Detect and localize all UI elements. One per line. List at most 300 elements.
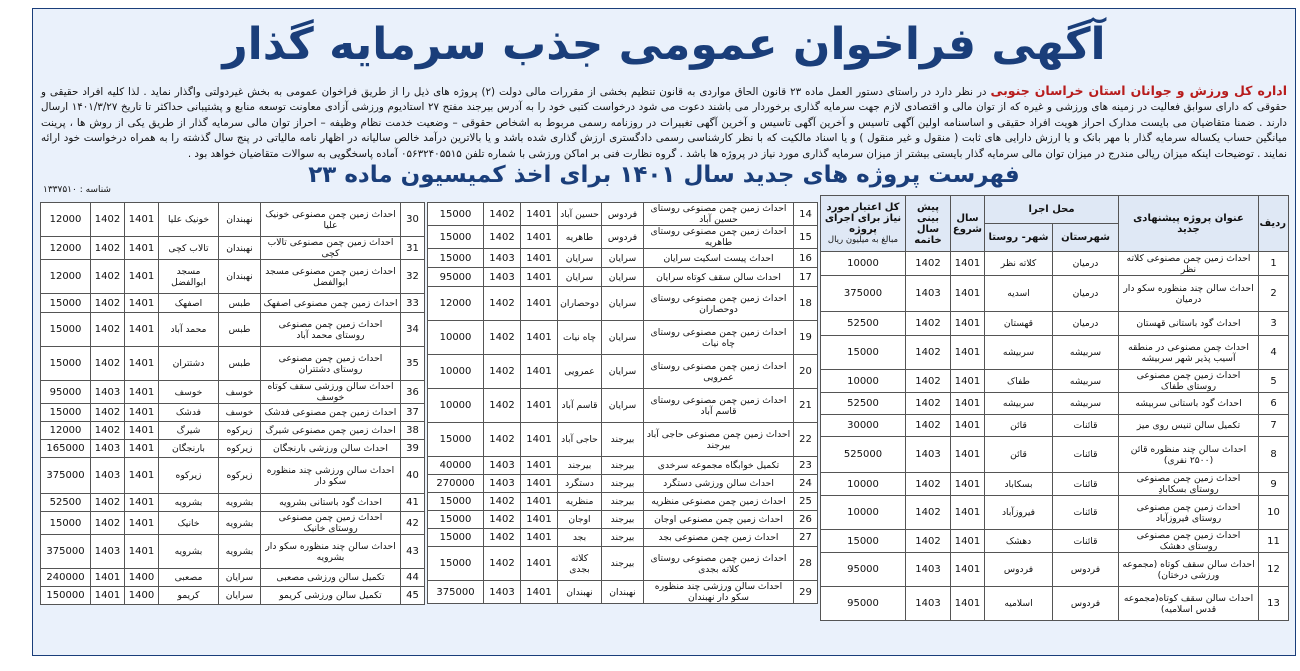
credit-cell: 15000 bbox=[428, 203, 484, 226]
header-county: شهرستان bbox=[1053, 224, 1119, 252]
project-title-cell: احداث سالن ورزشی چند منظوره سکو دار bbox=[261, 458, 401, 494]
project-title-cell: احداث زمین چمن مصنوعی روستای فیروزآباد bbox=[1119, 496, 1259, 530]
start-year-cell: 1401 bbox=[125, 347, 159, 381]
header-location: محل اجرا bbox=[985, 196, 1119, 224]
city-cell: محمد آباد bbox=[159, 313, 219, 347]
row-number-cell: 20 bbox=[794, 355, 818, 389]
city-cell: دهشک bbox=[985, 530, 1053, 553]
county-cell: بیرجند bbox=[602, 457, 644, 475]
table-row bbox=[428, 203, 818, 226]
project-title-cell: احداث سالن ورزشی بارنجگان bbox=[261, 440, 401, 458]
credit-cell: 525000 bbox=[821, 437, 906, 473]
city-cell: بشرویه bbox=[159, 494, 219, 512]
county-cell: خوسف bbox=[219, 381, 261, 404]
row-number-cell: 13 bbox=[1259, 587, 1289, 621]
credit-cell: 15000 bbox=[428, 493, 484, 511]
start-year-cell: 1401 bbox=[521, 226, 558, 249]
county-cell: زیرکوه bbox=[219, 458, 261, 494]
county-cell: سرایان bbox=[602, 321, 644, 355]
project-title-cell: احداث سالن ورزشی دستگرد bbox=[644, 475, 794, 493]
credit-cell: 12000 bbox=[41, 237, 91, 260]
table-row bbox=[821, 553, 1289, 587]
header-city: شهر- روستا bbox=[985, 224, 1053, 252]
start-year-cell: 1401 bbox=[125, 203, 159, 237]
end-year-cell: 1402 bbox=[91, 294, 125, 313]
table-row bbox=[428, 493, 818, 511]
county-cell: فردوس bbox=[602, 203, 644, 226]
row-number-cell: 10 bbox=[1259, 496, 1289, 530]
credit-cell: 375000 bbox=[821, 276, 906, 312]
project-title-cell: احداث سالن سقف کوتاه سرایان bbox=[644, 268, 794, 287]
row-number-cell: 18 bbox=[794, 287, 818, 321]
table-row bbox=[821, 496, 1289, 530]
table-row bbox=[41, 404, 425, 422]
header-credit-unit: مبالغ به میلیون ریال bbox=[827, 234, 899, 245]
credit-cell: 15000 bbox=[821, 530, 906, 553]
end-year-cell: 1402 bbox=[91, 512, 125, 535]
row-number-cell: 30 bbox=[401, 203, 425, 237]
projects-table-middle bbox=[427, 202, 818, 604]
row-number-cell: 26 bbox=[794, 511, 818, 529]
project-title-cell: احداث سالن سقف کوتاه(مجموعه قدس اسلامیه) bbox=[1119, 587, 1259, 621]
county-cell: فردوس bbox=[1053, 553, 1119, 587]
credit-cell: 52500 bbox=[821, 393, 906, 415]
credit-cell: 375000 bbox=[41, 535, 91, 569]
county-cell: سربیشه bbox=[1053, 370, 1119, 393]
end-year-cell: 1402 bbox=[484, 355, 521, 389]
credit-cell: 12000 bbox=[41, 260, 91, 294]
row-number-cell: 24 bbox=[794, 475, 818, 493]
credit-cell: 15000 bbox=[41, 347, 91, 381]
project-title-cell: احداث سالن ورزشی سقف کوتاه خوسف bbox=[261, 381, 401, 404]
credit-cell: 15000 bbox=[428, 226, 484, 249]
project-title-cell: احداث زمین چمن مصنوعی روستای حسین آباد bbox=[644, 203, 794, 226]
credit-cell: 15000 bbox=[428, 249, 484, 268]
row-number-cell: 32 bbox=[401, 260, 425, 294]
project-title-cell: تکمیل خوابگاه مجموعه سرخدی bbox=[644, 457, 794, 475]
project-title-cell: احداث زمین چمن مصنوعی روستای قاسم آباد bbox=[644, 389, 794, 423]
table-row bbox=[428, 226, 818, 249]
project-title-cell: احداث زمین چمن مصنوعی روستای عمرویی bbox=[644, 355, 794, 389]
table-row bbox=[428, 389, 818, 423]
credit-cell: 52500 bbox=[821, 312, 906, 336]
end-year-cell: 1403 bbox=[484, 249, 521, 268]
city-cell: اسلامیه bbox=[985, 587, 1053, 621]
end-year-cell: 1402 bbox=[906, 393, 951, 415]
credit-cell: 10000 bbox=[428, 355, 484, 389]
table-row bbox=[428, 475, 818, 493]
end-year-cell: 1403 bbox=[906, 437, 951, 473]
credit-cell: 15000 bbox=[41, 512, 91, 535]
city-cell: خونیک علیا bbox=[159, 203, 219, 237]
project-title-cell: احداث زمین چمن مصنوعی روستای بسکابادِ bbox=[1119, 473, 1259, 496]
start-year-cell: 1401 bbox=[521, 581, 558, 604]
end-year-cell: 1403 bbox=[91, 440, 125, 458]
table-row bbox=[821, 252, 1289, 276]
end-year-cell: 1402 bbox=[906, 415, 951, 437]
city-cell: دستگرد bbox=[558, 475, 602, 493]
end-year-cell: 1403 bbox=[906, 553, 951, 587]
start-year-cell: 1400 bbox=[125, 569, 159, 587]
end-year-cell: 1402 bbox=[484, 423, 521, 457]
county-cell: سرایان bbox=[219, 587, 261, 605]
end-year-cell: 1402 bbox=[484, 226, 521, 249]
credit-cell: 12000 bbox=[41, 422, 91, 440]
city-cell: اوجان bbox=[558, 511, 602, 529]
city-cell: قائن bbox=[985, 437, 1053, 473]
table-row bbox=[428, 321, 818, 355]
row-number-cell: 17 bbox=[794, 268, 818, 287]
start-year-cell: 1401 bbox=[951, 587, 985, 621]
city-cell: طفاک bbox=[985, 370, 1053, 393]
city-cell: قهستان bbox=[985, 312, 1053, 336]
county-cell: بیرجند bbox=[602, 423, 644, 457]
row-number-cell: 41 bbox=[401, 494, 425, 512]
city-cell: بیرجند bbox=[558, 457, 602, 475]
county-cell: سرایان bbox=[602, 268, 644, 287]
credit-cell: 15000 bbox=[428, 511, 484, 529]
city-cell: بسکاباد bbox=[985, 473, 1053, 496]
project-title-cell: احداث زمین چمن مصنوعی روستای طاهریه bbox=[644, 226, 794, 249]
county-cell: بیرجند bbox=[602, 493, 644, 511]
header-credit bbox=[821, 196, 906, 252]
start-year-cell: 1401 bbox=[521, 547, 558, 581]
header-credit-label: کل اعتبار مورد نیاز برای اجرای پروژه bbox=[824, 201, 902, 235]
end-year-cell: 1402 bbox=[91, 404, 125, 422]
start-year-cell: 1401 bbox=[125, 381, 159, 404]
table-row bbox=[41, 294, 425, 313]
city-cell: فردوس bbox=[985, 553, 1053, 587]
project-title-cell: احداث زمین چمن مصنوعی روستای چاه نیات bbox=[644, 321, 794, 355]
project-title-cell: احداث زمین چمن مصنوعی روستای دوحصاران bbox=[644, 287, 794, 321]
project-title-cell: احداث سالن سقف کوتاه (مجموعه ورزشی درختان) bbox=[1119, 553, 1259, 587]
city-cell: سرایان bbox=[558, 268, 602, 287]
county-cell: فردوس bbox=[602, 226, 644, 249]
table-row bbox=[821, 437, 1289, 473]
start-year-cell: 1401 bbox=[951, 276, 985, 312]
city-cell: خانیک bbox=[159, 512, 219, 535]
table-row bbox=[428, 268, 818, 287]
credit-cell: 40000 bbox=[428, 457, 484, 475]
project-title-cell: احداث زمین چمن مصنوعی اوجان bbox=[644, 511, 794, 529]
row-number-cell: 39 bbox=[401, 440, 425, 458]
ad-id: شناسه : ۱۳۳۷۵۱۰ bbox=[43, 185, 111, 195]
row-number-cell: 45 bbox=[401, 587, 425, 605]
county-cell: نهبندان bbox=[602, 581, 644, 604]
city-cell: بجد bbox=[558, 529, 602, 547]
county-cell: قائنات bbox=[1053, 530, 1119, 553]
city-cell: فیروزآباد bbox=[985, 496, 1053, 530]
start-year-cell: 1401 bbox=[951, 473, 985, 496]
end-year-cell: 1402 bbox=[91, 422, 125, 440]
start-year-cell: 1401 bbox=[125, 440, 159, 458]
project-title-cell: احداث پیست اسکیت سرایان bbox=[644, 249, 794, 268]
row-number-cell: 8 bbox=[1259, 437, 1289, 473]
project-title-cell: احداث چمن مصنوعی در منطقه آسیب پذیر شهر سربیشه bbox=[1119, 336, 1259, 370]
table-row bbox=[41, 569, 425, 587]
start-year-cell: 1401 bbox=[125, 458, 159, 494]
table-row bbox=[821, 473, 1289, 496]
end-year-cell: 1403 bbox=[91, 535, 125, 569]
county-cell: نهبندان bbox=[219, 203, 261, 237]
end-year-cell: 1401 bbox=[91, 569, 125, 587]
city-cell: حسین آباد bbox=[558, 203, 602, 226]
end-year-cell: 1402 bbox=[906, 473, 951, 496]
end-year-cell: 1402 bbox=[484, 529, 521, 547]
row-number-cell: 7 bbox=[1259, 415, 1289, 437]
row-number-cell: 5 bbox=[1259, 370, 1289, 393]
ad-title: آگهی فراخوان عمومی جذب سرمایه گذار bbox=[222, 19, 1106, 70]
project-title-cell: تکمیل سالن تنیس روی میز bbox=[1119, 415, 1259, 437]
row-number-cell: 16 bbox=[794, 249, 818, 268]
project-title-cell: احداث زمین چمن مصنوعی حاجی آباد بیرجند bbox=[644, 423, 794, 457]
table-row bbox=[41, 203, 425, 237]
credit-cell: 375000 bbox=[41, 458, 91, 494]
start-year-cell: 1401 bbox=[521, 268, 558, 287]
credit-cell: 15000 bbox=[428, 529, 484, 547]
end-year-cell: 1402 bbox=[484, 493, 521, 511]
project-title-cell: احداث زمین چمن مصنوعی روستای دشتتران bbox=[261, 347, 401, 381]
project-title-cell: تکمیل سالن ورزشی مصعبی bbox=[261, 569, 401, 587]
row-number-cell: 19 bbox=[794, 321, 818, 355]
table-row bbox=[41, 440, 425, 458]
header-end-year: پیش بینی سال خاتمه bbox=[906, 196, 951, 252]
start-year-cell: 1401 bbox=[521, 355, 558, 389]
end-year-cell: 1402 bbox=[91, 313, 125, 347]
end-year-cell: 1403 bbox=[484, 457, 521, 475]
start-year-cell: 1401 bbox=[521, 203, 558, 226]
table-row bbox=[428, 511, 818, 529]
row-number-cell: 27 bbox=[794, 529, 818, 547]
county-cell: فردوس bbox=[1053, 587, 1119, 621]
county-cell: سرایان bbox=[602, 355, 644, 389]
table-row bbox=[41, 458, 425, 494]
project-title-cell: احداث زمین چمن مصنوعی بجد bbox=[644, 529, 794, 547]
credit-cell: 15000 bbox=[41, 404, 91, 422]
county-cell: قائنات bbox=[1053, 496, 1119, 530]
row-number-cell: 31 bbox=[401, 237, 425, 260]
end-year-cell: 1402 bbox=[484, 321, 521, 355]
credit-cell: 52500 bbox=[41, 494, 91, 512]
county-cell: نهبندان bbox=[219, 237, 261, 260]
start-year-cell: 1401 bbox=[521, 457, 558, 475]
table-row bbox=[821, 393, 1289, 415]
end-year-cell: 1403 bbox=[91, 458, 125, 494]
city-cell: فدشک bbox=[159, 404, 219, 422]
table-row bbox=[41, 422, 425, 440]
start-year-cell: 1401 bbox=[125, 422, 159, 440]
row-number-cell: 37 bbox=[401, 404, 425, 422]
city-cell: سرایان bbox=[558, 249, 602, 268]
start-year-cell: 1401 bbox=[521, 389, 558, 423]
row-number-cell: 15 bbox=[794, 226, 818, 249]
row-number-cell: 38 bbox=[401, 422, 425, 440]
city-cell: مصعبی bbox=[159, 569, 219, 587]
project-title-cell: احداث زمین چمن مصنوعی روستای محمد آباد bbox=[261, 313, 401, 347]
city-cell: خوسف bbox=[159, 381, 219, 404]
project-title-cell: احداث گود باستانی سربیشه bbox=[1119, 393, 1259, 415]
end-year-cell: 1402 bbox=[906, 370, 951, 393]
start-year-cell: 1401 bbox=[125, 535, 159, 569]
row-number-cell: 9 bbox=[1259, 473, 1289, 496]
start-year-cell: 1401 bbox=[521, 287, 558, 321]
county-cell: بشرویه bbox=[219, 512, 261, 535]
table-row bbox=[41, 313, 425, 347]
table-row bbox=[41, 587, 425, 605]
table-row bbox=[821, 415, 1289, 437]
project-title-cell: احداث زمین چمن مصنوعی اصفهک bbox=[261, 294, 401, 313]
credit-cell: 15000 bbox=[821, 336, 906, 370]
city-cell: اسدیه bbox=[985, 276, 1053, 312]
credit-cell: 375000 bbox=[428, 581, 484, 604]
county-cell: درمیان bbox=[1053, 252, 1119, 276]
start-year-cell: 1400 bbox=[125, 587, 159, 605]
credit-cell: 30000 bbox=[821, 415, 906, 437]
start-year-cell: 1401 bbox=[521, 511, 558, 529]
end-year-cell: 1402 bbox=[484, 511, 521, 529]
end-year-cell: 1402 bbox=[484, 547, 521, 581]
city-cell: سربیشه bbox=[985, 336, 1053, 370]
end-year-cell: 1402 bbox=[906, 252, 951, 276]
county-cell: سرایان bbox=[219, 569, 261, 587]
projects-table-main bbox=[820, 195, 1289, 621]
project-title-cell: تکمیل سالن ورزشی کریمو bbox=[261, 587, 401, 605]
city-cell: سربیشه bbox=[985, 393, 1053, 415]
table-row bbox=[821, 587, 1289, 621]
start-year-cell: 1401 bbox=[951, 530, 985, 553]
start-year-cell: 1401 bbox=[951, 393, 985, 415]
table-row bbox=[821, 530, 1289, 553]
table-row bbox=[821, 312, 1289, 336]
credit-cell: 165000 bbox=[41, 440, 91, 458]
city-cell: کلاته بجدی bbox=[558, 547, 602, 581]
end-year-cell: 1402 bbox=[484, 287, 521, 321]
project-title-cell: احداث زمین چمن مصنوعی روستای خانیک bbox=[261, 512, 401, 535]
city-cell: بارنجگان bbox=[159, 440, 219, 458]
row-number-cell: 42 bbox=[401, 512, 425, 535]
start-year-cell: 1401 bbox=[951, 252, 985, 276]
county-cell: طبس bbox=[219, 347, 261, 381]
county-cell: سرایان bbox=[602, 287, 644, 321]
credit-cell: 10000 bbox=[821, 496, 906, 530]
county-cell: بیرجند bbox=[602, 547, 644, 581]
project-title-cell: احداث گود باستانی قهستان bbox=[1119, 312, 1259, 336]
end-year-cell: 1401 bbox=[91, 587, 125, 605]
row-number-cell: 43 bbox=[401, 535, 425, 569]
row-number-cell: 35 bbox=[401, 347, 425, 381]
city-cell: دشتتران bbox=[159, 347, 219, 381]
city-cell: طاهریه bbox=[558, 226, 602, 249]
city-cell: کریمو bbox=[159, 587, 219, 605]
row-number-cell: 1 bbox=[1259, 252, 1289, 276]
table-row bbox=[41, 381, 425, 404]
end-year-cell: 1403 bbox=[906, 587, 951, 621]
project-title-cell: احداث زمین چمن مصنوعی روستای طفاک bbox=[1119, 370, 1259, 393]
start-year-cell: 1401 bbox=[521, 249, 558, 268]
start-year-cell: 1401 bbox=[521, 321, 558, 355]
table-row bbox=[41, 512, 425, 535]
end-year-cell: 1402 bbox=[484, 203, 521, 226]
start-year-cell: 1401 bbox=[951, 415, 985, 437]
table-row bbox=[428, 529, 818, 547]
list-subtitle: فهرست پروژه های جدید سال ۱۴۰۱ برای اخذ کمیسیون ماده ۲۳ bbox=[308, 162, 1020, 188]
row-number-cell: 28 bbox=[794, 547, 818, 581]
credit-cell: 15000 bbox=[41, 313, 91, 347]
city-cell: نهبندان bbox=[558, 581, 602, 604]
start-year-cell: 1401 bbox=[125, 313, 159, 347]
end-year-cell: 1403 bbox=[906, 276, 951, 312]
table-row bbox=[821, 336, 1289, 370]
row-number-cell: 2 bbox=[1259, 276, 1289, 312]
row-number-cell: 22 bbox=[794, 423, 818, 457]
advertisement-frame bbox=[32, 8, 1296, 656]
project-title-cell: احداث زمین چمن مصنوعی خونیک علیا bbox=[261, 203, 401, 237]
start-year-cell: 1401 bbox=[125, 294, 159, 313]
start-year-cell: 1401 bbox=[125, 494, 159, 512]
start-year-cell: 1401 bbox=[951, 496, 985, 530]
credit-cell: 95000 bbox=[428, 268, 484, 287]
credit-cell: 15000 bbox=[428, 547, 484, 581]
county-cell: بیرجند bbox=[602, 475, 644, 493]
county-cell: بیرجند bbox=[602, 511, 644, 529]
row-number-cell: 25 bbox=[794, 493, 818, 511]
county-cell: بشرویه bbox=[219, 535, 261, 569]
credit-cell: 12000 bbox=[41, 203, 91, 237]
city-cell: قائن bbox=[985, 415, 1053, 437]
project-title-cell: احداث زمین چمن مصنوعی فدشک bbox=[261, 404, 401, 422]
county-cell: قائنات bbox=[1053, 415, 1119, 437]
projects-table-left bbox=[40, 202, 425, 605]
project-title-cell: احداث زمین چمن مصنوعی مسجد ابوالفضل bbox=[261, 260, 401, 294]
end-year-cell: 1402 bbox=[906, 530, 951, 553]
table-row bbox=[41, 535, 425, 569]
county-cell: قائنات bbox=[1053, 473, 1119, 496]
table-row bbox=[428, 581, 818, 604]
row-number-cell: 4 bbox=[1259, 336, 1289, 370]
table-row bbox=[428, 355, 818, 389]
city-cell: منظریه bbox=[558, 493, 602, 511]
start-year-cell: 1401 bbox=[951, 437, 985, 473]
county-cell: درمیان bbox=[1053, 276, 1119, 312]
credit-cell: 10000 bbox=[428, 321, 484, 355]
project-title-cell: احداث سالن ورزشی چند منظوره سکو دار نهبندان bbox=[644, 581, 794, 604]
start-year-cell: 1401 bbox=[521, 493, 558, 511]
start-year-cell: 1401 bbox=[125, 237, 159, 260]
city-cell: بشرویه bbox=[159, 535, 219, 569]
city-cell: چاه نیات bbox=[558, 321, 602, 355]
city-cell: کلاته نظر bbox=[985, 252, 1053, 276]
row-number-cell: 40 bbox=[401, 458, 425, 494]
credit-cell: 10000 bbox=[821, 473, 906, 496]
city-cell: مسجد ابوالفضل bbox=[159, 260, 219, 294]
county-cell: درمیان bbox=[1053, 312, 1119, 336]
row-number-cell: 33 bbox=[401, 294, 425, 313]
table-row bbox=[428, 287, 818, 321]
credit-cell: 95000 bbox=[41, 381, 91, 404]
start-year-cell: 1401 bbox=[125, 260, 159, 294]
start-year-cell: 1401 bbox=[521, 529, 558, 547]
table-row bbox=[428, 249, 818, 268]
start-year-cell: 1401 bbox=[951, 370, 985, 393]
county-cell: طبس bbox=[219, 313, 261, 347]
intro-paragraph bbox=[41, 83, 1287, 162]
header-project: عنوان پروژه پیشنهادی جدید bbox=[1119, 196, 1259, 252]
project-title-cell: احداث زمین چمن مصنوعی منظریه bbox=[644, 493, 794, 511]
county-cell: خوسف bbox=[219, 404, 261, 422]
row-number-cell: 29 bbox=[794, 581, 818, 604]
county-cell: سرایان bbox=[602, 249, 644, 268]
end-year-cell: 1402 bbox=[906, 312, 951, 336]
